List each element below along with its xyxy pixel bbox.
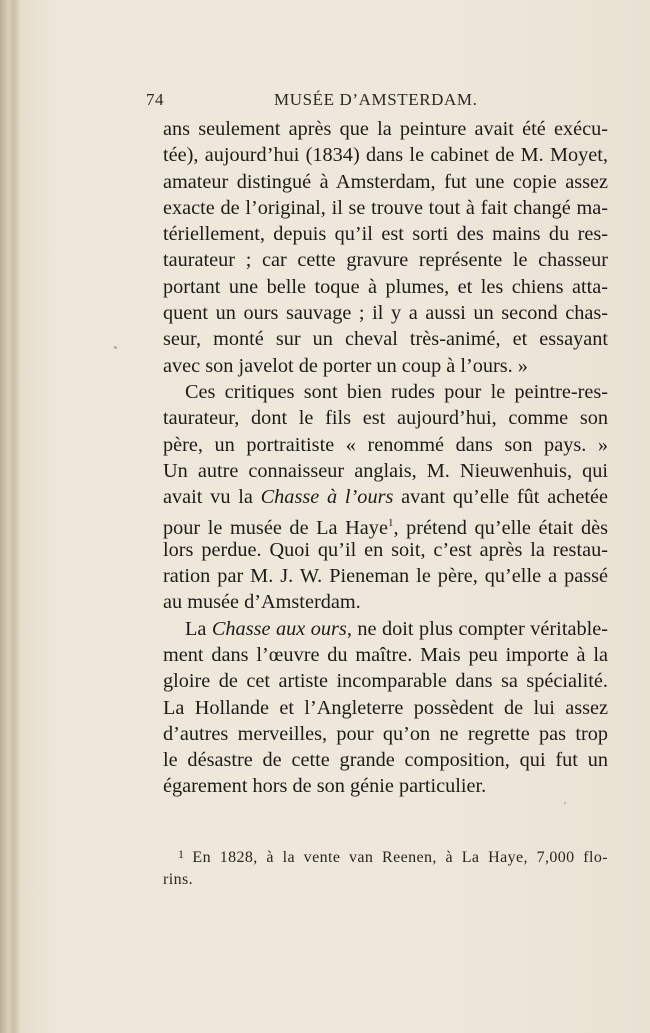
text-line: tée), aujourd’hui (1834) dans le cabinet de M. Moyet,	[163, 144, 608, 167]
page-number: 74	[146, 90, 164, 109]
text-line: ans seulement après que la peinture avait été exécu-	[163, 118, 608, 140]
text-line: ment dans l’œuvre du maître. Mais peu importe à la	[163, 643, 608, 666]
text-line: lors perdue. Quoi qu’il en soit, c’est après la restau-	[163, 538, 608, 561]
paper-speck	[564, 802, 566, 804]
footnote-line: rins.	[163, 871, 193, 888]
page-header	[146, 88, 606, 114]
text-line: taurateur ; car cette gravure représente le chasseur	[163, 249, 608, 272]
footnote-marker: 1	[178, 847, 185, 861]
text-segment: La	[185, 617, 212, 640]
body-text	[163, 116, 608, 800]
footnote-line	[178, 843, 608, 869]
text-line: avec son javelot de porter un coup à l’ours. »	[163, 354, 528, 377]
text-line: taurateur, dont le fils est aujourd’hui, comme son	[163, 407, 608, 430]
running-title: MUSÉE D’AMSTERDAM.	[274, 90, 478, 109]
text-line: tériellement, depuis qu’il est sorti des mains du res-	[163, 223, 608, 246]
text-line-with-footnote-ref	[163, 510, 608, 540]
text-segment: ne doit plus compter véritable-	[351, 617, 608, 640]
text-line-with-italic	[163, 616, 608, 642]
text-line: le désastre de cette grande composition, qui fut un	[163, 749, 608, 772]
text-line: portant une belle toque à plumes, et les chiens atta-	[163, 275, 608, 298]
text-segment: avant qu’elle fût achetée	[393, 486, 608, 509]
text-segment: , prétend qu’elle était dès	[393, 517, 608, 540]
text-line: ration par M. J. W. Pieneman le père, qu’elle a passé	[163, 565, 608, 588]
footnote-reference: 1	[387, 517, 394, 530]
text-line: d’autres merveilles, pour qu’on ne regrette pas trop	[163, 722, 608, 745]
text-line: au musée d’Amsterdam.	[163, 591, 361, 614]
text-line: seur, monté sur un cheval très-animé, et essayant	[163, 328, 608, 351]
book-binding-edge	[0, 0, 20, 1033]
book-page	[20, 0, 650, 1033]
italic-title: Chasse à l’ours	[260, 486, 394, 509]
text-line: exacte de l’original, il se trouve tout à fait changé ma-	[163, 196, 608, 219]
text-line: gloire de cet artiste incomparable dans sa spécialité.	[163, 670, 608, 693]
text-line: La Hollande et l’Angleterre possèdent de lui assez	[163, 696, 608, 719]
text-segment: avait vu la	[163, 486, 261, 509]
text-line: amateur distingué à Amsterdam, fut une copie assez	[163, 170, 608, 193]
text-line-with-italic	[163, 484, 608, 510]
text-line: Un autre connaisseur anglais, M. Nieuwenhuis, qui	[163, 459, 608, 482]
footnote-text: En 1828, à la vente van Reenen, à La Haye, 7,000 flo-	[192, 849, 608, 866]
text-line: père, un portraitiste « renommé dans son pays. »	[163, 433, 608, 456]
text-line: quent un ours sauvage ; il y a aussi un second chas-	[163, 302, 608, 325]
text-segment: pour le musée de La Haye	[163, 517, 388, 540]
footnote	[163, 843, 608, 891]
paper-speck	[114, 346, 117, 349]
text-line: Ces critiques sont bien rudes pour le peintre-res-	[185, 380, 608, 403]
italic-title: Chasse aux ours,	[211, 617, 352, 640]
text-line: égarement hors de son génie particulier.	[163, 775, 487, 798]
